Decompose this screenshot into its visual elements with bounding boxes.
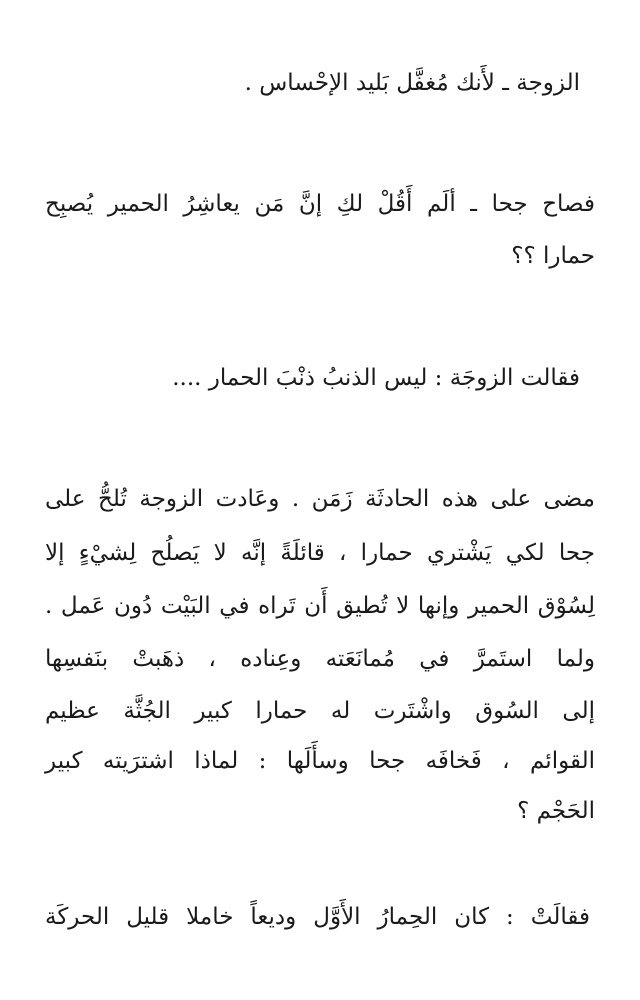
text-line: الزوجة ـ لأَنك مُغفَّل بَليد الإحْساس . [244,70,580,96]
text-line: إلى السُوق واشْتَرت له حمارا كبير الجُثَّة عظيم [45,698,595,724]
text-line: فصاح جحا ـ ألَم أَقُلْ لكِ إنَّ مَن يعاشِرُ الحمير يُصبِح [45,191,595,217]
text-line: مضى على هذه الحادثَة زَمَن . وعَادت الزوجة تُلحُّ على [45,486,595,512]
text-line: فقالت الزوجَة : ليس الذنبُ ذنْبَ الحمار .... [172,365,580,391]
text-line: لِسُوْق الحمير وإنها لا تُطيق أَن تَراه في البَيْت دُون عَمل . [45,593,595,619]
text-line: فقالَتْ : كان الحِمارُ الأَوَّل وديعاً خاملا قليل الحركَة [45,904,590,930]
text-line: جحا لكي يَشْتري حمارا ، قائلَةً إنَّه لا يَصلُح لِشيْءٍ إلا [45,540,595,566]
text-line: القوائم ، فَخافَه جحا وسأَلَها : لماذا اشترَيته كبير [45,748,595,774]
text-line: الحَجْم ؟ [517,798,595,824]
text-line: حمارا ؟؟ [511,243,595,269]
text-line: ولما استَمرَّ في مُمانَعَته وعِناده ، ذهَبتْ بنَفسِها [45,646,595,672]
